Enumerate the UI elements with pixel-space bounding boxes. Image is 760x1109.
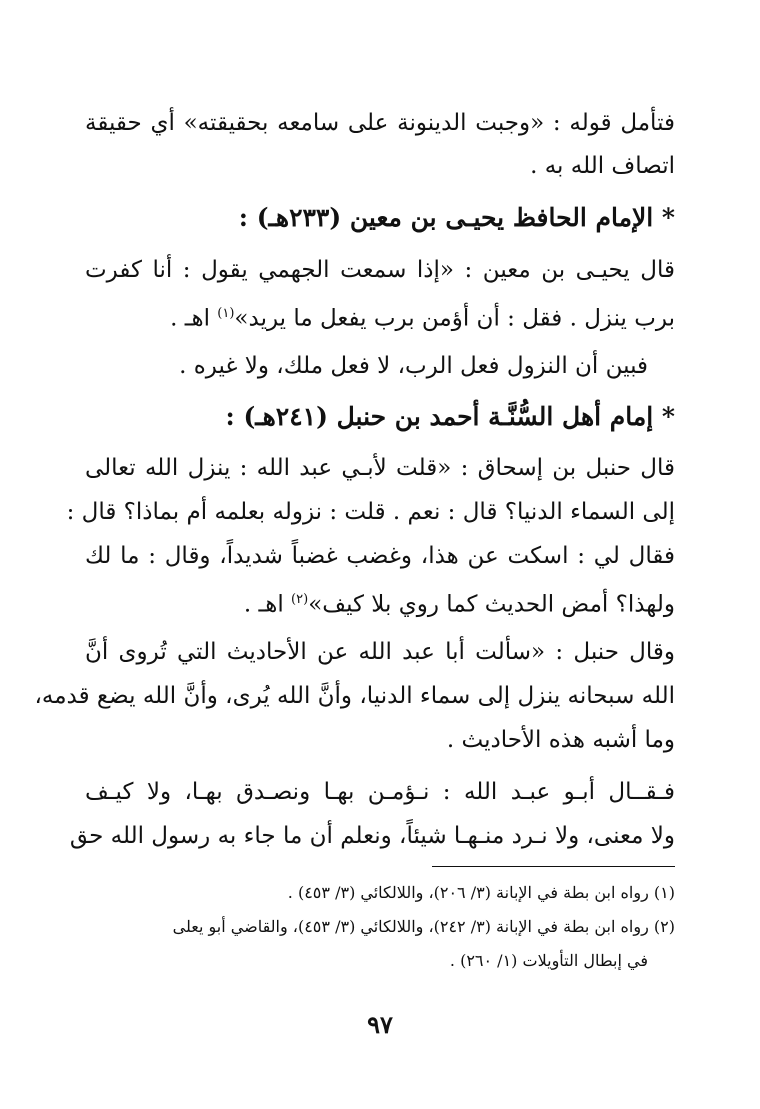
paragraph-line: [85, 580, 675, 625]
footnote-ref: (٢): [291, 592, 309, 607]
section-heading: * إمام أهل السُّنَّـة أحمد بن حنبل (٢٤١هـ) :: [225, 402, 675, 431]
paragraph-text: اهـ .: [170, 305, 218, 332]
footnote: (٢) رواه ابن بطة في الإبانة (٣/ ٢٤٢)، واللالكائي (٣/ ٤٥٣)، والقاضي أبو يعلى: [172, 917, 675, 936]
paragraph-line: قال حنبل بن إسحاق : «قلت لأبـي عبد الله : ينزل الله تعالى: [85, 455, 675, 481]
paragraph-line: إلى السماء الدنيا؟ قال : نعم . قلت : نزوله بعلمه أم بماذا؟ قال :: [66, 499, 675, 525]
paragraph-text: اهـ .: [243, 591, 292, 618]
footnote-ref: (١): [217, 306, 235, 321]
paragraph-text: برب ينزل . فقل : أن أؤمن برب يفعل ما يريد»: [234, 305, 675, 332]
page-number: ٩٧: [367, 1010, 393, 1039]
paragraph-text: ولهذا؟ أمض الحديث كما روي بلا كيف»: [308, 591, 675, 618]
footnote: (١) رواه ابن بطة في الإبانة (٣/ ٢٠٦)، واللالكائي (٣/ ٤٥٣) .: [287, 883, 675, 902]
paragraph-line: فقال لي : اسكت عن هذا، وغضب غضباً شديداً، وقال : ما لك: [85, 543, 675, 569]
paragraph-line: الله سبحانه ينزل إلى سماء الدنيا، وأنَّ الله يُرى، وأنَّ الله يضع قدمه،: [34, 683, 675, 709]
paragraph-line: فـقــال أبـو عبـد الله : نـؤمـن بهـا ونصـدق بهـا، ولا كيـف: [85, 779, 675, 805]
paragraph-line: قال يحيـى بن معين : «إذا سمعت الجهمي يقول : أنا كفرت: [85, 257, 675, 283]
paragraph-line: [85, 294, 675, 339]
footnote-separator: [432, 866, 675, 867]
paragraph-line: فتأمل قوله : «وجبت الدينونة على سامعه بحقيقته» أي حقيقة: [85, 110, 675, 136]
paragraph-line: فبين أن النزول فعل الرب، لا فعل ملك، ولا غيره .: [179, 353, 648, 379]
section-heading: * الإمام الحافظ يحيـى بن معين (٢٣٣هـ) :: [238, 203, 675, 232]
footnote: في إبطال التأويلات (١/ ٢٦٠) .: [449, 951, 648, 970]
paragraph-line: اتصاف الله به .: [530, 153, 675, 179]
paragraph-line: وما أشبه هذه الأحاديث .: [446, 727, 675, 753]
paragraph-line: ولا معنى، ولا نـرد منـهـا شيئاً، ونعلم أن ما جاء به رسول الله حق: [69, 823, 675, 849]
paragraph-line: وقال حنبل : «سألت أبا عبد الله عن الأحاديث التي تُروى أنَّ: [85, 639, 675, 665]
